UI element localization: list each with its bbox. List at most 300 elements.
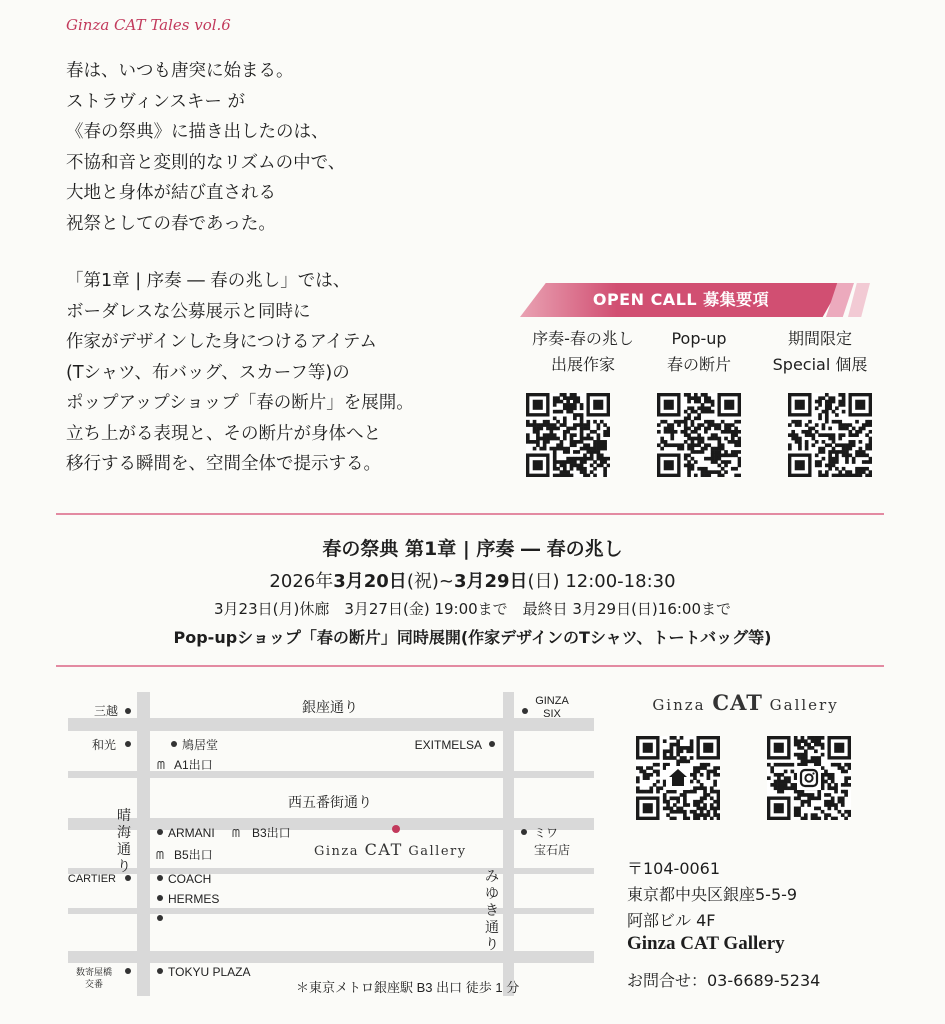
qr-module	[597, 453, 601, 457]
qr-module	[714, 470, 718, 474]
qr-module	[855, 420, 859, 424]
qr-module	[717, 457, 721, 461]
qr-module	[691, 467, 695, 471]
qr-module	[701, 393, 705, 397]
qr-module	[556, 410, 560, 414]
qr-module	[848, 447, 852, 451]
qr-module	[845, 443, 849, 447]
qr-module	[780, 790, 784, 794]
qr-module	[780, 783, 784, 787]
qr-module	[553, 447, 557, 451]
qr-module	[814, 813, 818, 817]
date-start: 3月20日	[333, 571, 407, 592]
qr-module	[845, 423, 849, 427]
qr-module	[683, 800, 687, 804]
qr-module	[780, 786, 784, 790]
qr-module	[676, 800, 680, 804]
qr-module	[686, 746, 690, 750]
qr-module	[811, 796, 815, 800]
qr-module	[738, 450, 741, 454]
qr-module	[673, 817, 677, 820]
qr-module	[811, 739, 815, 743]
qr-module	[841, 783, 845, 787]
qr-module	[838, 763, 842, 767]
qr-module	[636, 780, 640, 784]
qr-module	[666, 803, 670, 807]
qr-code-popup[interactable]	[657, 393, 741, 477]
qr-module	[653, 763, 657, 767]
qr-module	[663, 793, 667, 797]
qr-module	[794, 773, 798, 777]
landmark-sukiyabashi: 交番	[84, 979, 104, 989]
qr-module	[553, 417, 557, 421]
qr-module	[738, 420, 741, 424]
qr-module	[855, 433, 859, 437]
qr-module	[686, 803, 690, 807]
qr-module	[728, 423, 732, 427]
qr-module	[728, 427, 732, 431]
qr-module	[805, 430, 809, 434]
qr-finder	[834, 743, 844, 753]
qr-module	[657, 443, 661, 447]
qr-module	[663, 753, 667, 757]
qr-module	[543, 433, 547, 437]
qr-module	[603, 423, 607, 427]
qr-module	[670, 807, 674, 811]
qr-module	[666, 800, 670, 804]
qr-module	[774, 763, 778, 767]
qr-module	[814, 756, 818, 760]
qr-module	[560, 400, 564, 404]
qr-module	[583, 467, 587, 471]
qr-module	[821, 786, 825, 790]
qr-finder	[643, 743, 653, 753]
qr-module	[738, 474, 741, 477]
qr-module	[556, 437, 560, 441]
qr-module	[580, 457, 584, 461]
qr-module	[825, 417, 829, 421]
qr-module	[553, 396, 557, 400]
qr-module	[603, 457, 607, 461]
qr-module	[832, 437, 836, 441]
qr-module	[686, 817, 690, 820]
qr-module	[828, 457, 832, 461]
street-name-miyuki: り	[485, 936, 499, 952]
qr-module	[701, 474, 705, 477]
qr-module	[827, 800, 831, 804]
qr-module	[713, 807, 717, 811]
qr-module	[670, 743, 674, 747]
qr-module	[590, 447, 594, 451]
qr-module	[828, 433, 832, 437]
qr-module	[731, 423, 735, 427]
qr-module	[704, 443, 708, 447]
qr-module	[586, 447, 590, 451]
qr-module	[822, 423, 826, 427]
qr-module	[845, 427, 849, 431]
qr-module	[795, 423, 799, 427]
qr-module	[543, 440, 547, 444]
qr-module	[643, 770, 647, 774]
qr-code-solo-show[interactable]	[788, 393, 872, 477]
event-title: 春の祭典 第1章 | 序奏 ― 春の兆し	[322, 538, 623, 560]
qr-module	[797, 746, 801, 750]
qr-module	[694, 410, 698, 414]
qr-code-website[interactable]	[636, 736, 720, 820]
qr-module	[573, 460, 577, 464]
qr-module	[804, 817, 808, 820]
qr-module	[804, 793, 808, 797]
qr-module	[663, 749, 667, 753]
qr-module	[573, 417, 577, 421]
landmark-dot	[125, 708, 131, 714]
qr-module	[600, 447, 604, 451]
qr-module	[597, 433, 601, 437]
contact-phone: お問合せ：03-6689-5234	[627, 971, 821, 990]
qr-module	[573, 393, 577, 397]
qr-module	[683, 746, 687, 750]
qr-module	[536, 427, 540, 431]
qr-module	[845, 453, 849, 457]
qr-finder	[795, 400, 805, 410]
qr-module	[586, 474, 590, 477]
qr-module	[797, 790, 801, 794]
qr-module	[673, 796, 677, 800]
qr-module	[817, 756, 821, 760]
qr-module	[817, 760, 821, 764]
landmark-exitmelsa: EXITMELSA	[414, 738, 482, 752]
qr-module	[573, 457, 577, 461]
qr-module	[566, 474, 570, 477]
qr-module	[717, 447, 721, 451]
qr-module	[862, 460, 866, 464]
qr-module	[724, 427, 728, 431]
qr-module	[814, 736, 818, 740]
qr-module	[590, 437, 594, 441]
qr-module	[774, 786, 778, 790]
qr-module	[704, 420, 708, 424]
qr-module	[728, 440, 732, 444]
qr-module	[636, 790, 640, 794]
qr-module	[597, 437, 601, 441]
qr-module	[553, 467, 557, 471]
qr-code-instagram[interactable]	[767, 736, 851, 820]
qr-module	[686, 760, 690, 764]
qr-module	[817, 796, 821, 800]
qr-module	[677, 423, 681, 427]
qr-module	[687, 474, 691, 477]
landmark-dot	[157, 915, 163, 921]
qr-module	[576, 423, 580, 427]
qr-module	[691, 406, 695, 410]
qr-module	[563, 470, 567, 474]
qr-module	[832, 433, 836, 437]
qr-module	[670, 746, 674, 750]
qr-module	[680, 810, 684, 814]
street-name-miyuki: き	[485, 902, 499, 918]
qr-module	[777, 786, 781, 790]
qr-module	[690, 743, 694, 747]
qr-module	[838, 474, 842, 477]
qr-module	[791, 420, 795, 424]
qr-module	[845, 470, 849, 474]
qr-module	[687, 437, 691, 441]
qr-module	[684, 433, 688, 437]
qr-module	[724, 450, 728, 454]
qr-module	[676, 743, 680, 747]
qr-module	[697, 413, 701, 417]
qr-module	[798, 440, 802, 444]
qr-module	[767, 763, 771, 767]
qr-module	[563, 433, 567, 437]
metro-icon: ᗰ	[232, 828, 240, 840]
address-line: 東京都中央区銀座5-5-9	[627, 885, 798, 904]
qr-module	[842, 453, 846, 457]
qr-module	[593, 420, 597, 424]
qr-module	[734, 430, 738, 434]
qr-module	[560, 470, 564, 474]
qr-module	[832, 464, 836, 468]
date-year: 2026年	[269, 571, 334, 592]
qr-module	[842, 467, 846, 471]
qr-module	[795, 420, 799, 424]
qr-module	[848, 453, 852, 457]
qr-module	[697, 467, 701, 471]
qr-module	[550, 433, 554, 437]
qr-module	[580, 467, 584, 471]
qr-module	[797, 753, 801, 757]
qr-module	[580, 433, 584, 437]
qr-module	[653, 783, 657, 787]
qr-module	[670, 437, 674, 441]
qr-module	[563, 430, 567, 434]
qr-module	[683, 810, 687, 814]
qr-module	[566, 406, 570, 410]
qr-module	[683, 790, 687, 794]
qr-module	[636, 786, 640, 790]
qr-module	[831, 773, 835, 777]
qr-module	[573, 413, 577, 417]
qr-module	[670, 736, 674, 740]
label-line: 序奏-春の兆し	[532, 329, 634, 348]
qr-module	[869, 437, 872, 441]
qr-module	[832, 447, 836, 451]
qr-module	[683, 817, 687, 820]
qr-module	[707, 406, 711, 410]
landmark-sukiyabashi: 数寄屋橋	[75, 967, 113, 977]
date-start-day: (祝)~	[406, 571, 454, 592]
event-notes: 3月23日(月)休廊 3月27日(金) 19:00まで 最終日 3月29日(日)16:00まで	[214, 600, 731, 618]
qr-module	[707, 396, 711, 400]
qr-module	[673, 803, 677, 807]
qr-module	[550, 447, 554, 451]
description-paragraph	[66, 266, 506, 480]
qr-module	[838, 450, 842, 454]
description-line: (Tシャツ、布バッグ、スカーフ等)の	[66, 362, 350, 383]
qr-module	[697, 417, 701, 421]
qr-module	[848, 766, 851, 770]
qr-module	[643, 776, 647, 780]
qr-module	[676, 807, 680, 811]
qr-module	[828, 467, 832, 471]
qr-module	[798, 420, 802, 424]
qr-module	[862, 453, 866, 457]
qr-module	[791, 770, 795, 774]
qr-module	[566, 410, 570, 414]
qr-module	[691, 396, 695, 400]
label-line: Special 個展	[772, 355, 868, 374]
qr-module	[693, 817, 697, 820]
qr-module	[573, 443, 577, 447]
qr-module	[703, 817, 707, 820]
intro-line: 祝祭としての春であった。	[66, 213, 276, 234]
qr-module	[533, 420, 537, 424]
qr-module	[835, 453, 839, 457]
qr-module	[795, 433, 799, 437]
qr-module	[710, 817, 714, 820]
qr-module	[573, 427, 577, 431]
qr-module	[580, 460, 584, 464]
landmark-dot	[522, 708, 528, 714]
qr-module	[526, 440, 530, 444]
qr-module	[848, 813, 851, 817]
qr-module	[670, 423, 674, 427]
qr-module	[804, 756, 808, 760]
qr-code-artists[interactable]	[526, 393, 610, 477]
qr-module	[797, 743, 801, 747]
qr-module	[794, 796, 798, 800]
qr-module	[556, 443, 560, 447]
qr-module	[838, 443, 842, 447]
qr-module	[687, 417, 691, 421]
qr-module	[848, 810, 851, 814]
qr-module	[791, 786, 795, 790]
qr-module	[728, 460, 732, 464]
qr-module	[804, 743, 808, 747]
qr-module	[704, 447, 708, 451]
qr-module	[690, 749, 694, 753]
qr-module	[560, 440, 564, 444]
qr-module	[801, 817, 805, 820]
qr-module	[653, 770, 657, 774]
qr-module	[842, 447, 846, 451]
qr-module	[808, 427, 812, 431]
qr-module	[556, 474, 560, 477]
label-line: Pop-up	[671, 329, 727, 348]
qr-module	[684, 427, 688, 431]
qr-module	[818, 417, 822, 421]
qr-module	[597, 423, 601, 427]
qr-module	[687, 453, 691, 457]
address-line: 阿部ビル 4F	[627, 911, 716, 930]
qr-module	[818, 464, 822, 468]
landmark-dot	[157, 895, 163, 901]
qr-module	[801, 753, 805, 757]
qr-module	[553, 474, 557, 477]
qr-module	[848, 430, 852, 434]
qr-module	[821, 743, 825, 747]
qr-finder	[533, 460, 543, 470]
qr-module	[713, 800, 717, 804]
qr-module	[717, 437, 721, 441]
qr-module	[807, 796, 811, 800]
qr-module	[818, 474, 822, 477]
qr-module	[842, 443, 846, 447]
qr-module	[553, 460, 557, 464]
qr-module	[804, 800, 808, 804]
qr-finder	[664, 460, 674, 470]
qr-module	[691, 430, 695, 434]
qr-module	[822, 457, 826, 461]
qr-module	[844, 810, 848, 814]
qr-module	[838, 800, 842, 804]
qr-module	[676, 753, 680, 757]
qr-module	[808, 420, 812, 424]
instagram-icon	[812, 772, 814, 774]
qr-module	[794, 783, 798, 787]
qr-module	[831, 763, 835, 767]
qr-module	[566, 470, 570, 474]
qr-module	[822, 440, 826, 444]
description-line: 「第1章 | 序奏 ― 春の兆し」では、	[66, 271, 351, 291]
qr-module	[835, 460, 839, 464]
qr-module	[797, 813, 801, 817]
qr-module	[838, 400, 842, 404]
qr-module	[693, 810, 697, 814]
qr-module	[815, 460, 819, 464]
qr-module	[607, 433, 610, 437]
qr-module	[824, 770, 828, 774]
qr-module	[667, 427, 671, 431]
qr-module	[656, 786, 660, 790]
qr-module	[791, 763, 795, 767]
qr-module	[845, 460, 849, 464]
qr-module	[814, 763, 818, 767]
qr-module	[707, 470, 711, 474]
qr-module	[731, 440, 735, 444]
qr-module	[794, 776, 798, 780]
qr-module	[807, 736, 811, 740]
landmark-wako: 和光	[91, 738, 116, 752]
qr-module	[717, 423, 721, 427]
qr-module	[825, 443, 829, 447]
qr-module	[703, 813, 707, 817]
qr-module	[707, 793, 711, 797]
qr-module	[788, 443, 792, 447]
qr-module	[831, 800, 835, 804]
qr-module	[734, 474, 738, 477]
qr-module	[660, 440, 664, 444]
qr-module	[707, 773, 711, 777]
metro-exit-b5: B5出口	[174, 848, 213, 862]
qr-module	[804, 760, 808, 764]
qr-module	[670, 790, 674, 794]
qr-module	[563, 437, 567, 441]
qr-module	[556, 447, 560, 451]
qr-module	[844, 793, 848, 797]
qr-module	[563, 450, 567, 454]
qr-module	[656, 773, 660, 777]
landmark-miwa: 宝石店	[534, 843, 571, 857]
qr-module	[703, 803, 707, 807]
qr-module	[687, 406, 691, 410]
qr-module	[777, 773, 781, 777]
qr-module	[724, 437, 728, 441]
qr-module	[607, 430, 610, 434]
qr-module	[600, 443, 604, 447]
qr-module	[841, 770, 845, 774]
qr-module	[795, 440, 799, 444]
